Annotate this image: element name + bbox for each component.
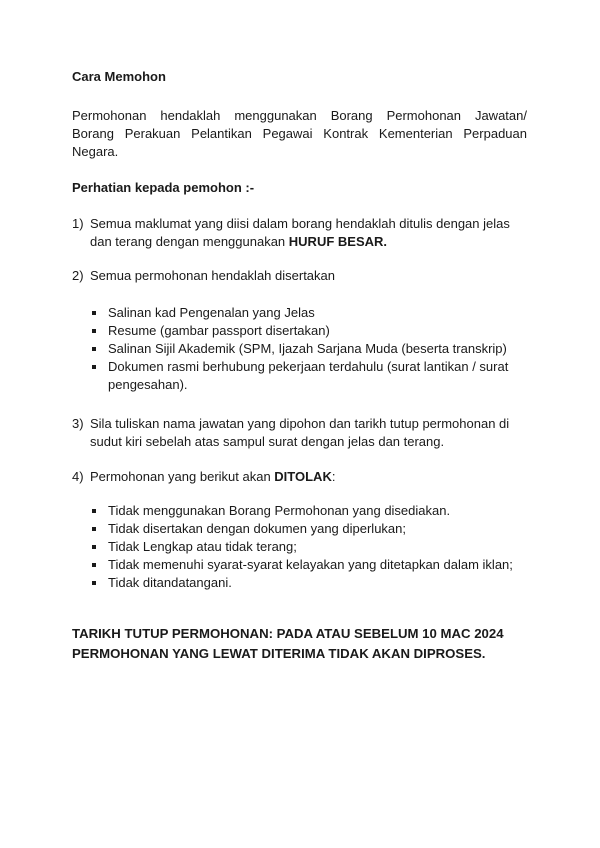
list-item-text: Dokumen rasmi berhubung pekerjaan terdahulu (surat lantikan / surat pengesahan). [108,359,509,392]
bullet-icon [92,329,96,333]
item-2 [72,267,527,285]
list-item-text: Tidak menggunakan Borang Permohonan yang disediakan. [108,503,451,518]
list-item [90,538,527,556]
bullet-icon [92,545,96,549]
bullet-icon [92,347,96,351]
intro-paragraph: Permohonan hendaklah menggunakan Borang Permohonan Jawatan/ Borang Perakuan Pelantikan Pegawai Kontrak Kementerian Perpaduan Negara. [72,108,527,159]
list-item-text: Tidak memenuhi syarat-syarat kelayakan yang ditetapkan dalam iklan; [108,557,513,572]
item-text: Sila tuliskan nama jawatan yang dipohon dan tarikh tutup permohonan di sudut kiri sebelah atas sampul surat dengan jelas dan terang. [90,416,510,449]
list-item [90,358,527,394]
list-item [90,322,527,340]
bullet-icon [92,527,96,531]
item-number: 2) [72,268,84,283]
item-bold-text: DITOLAK [274,469,332,484]
list-item [90,502,527,520]
list-item-text: Salinan kad Pengenalan yang Jelas [108,305,315,320]
list-item [90,340,527,358]
section-title: Cara Memohon [72,69,166,84]
item-number: 4) [72,469,84,484]
item-text: Semua permohonan hendaklah disertakan [90,268,336,283]
item-4 [72,468,527,486]
bullet-icon [92,563,96,567]
item-bold-text: HURUF BESAR. [288,234,388,249]
list-item [90,304,527,322]
item-text-after: : [331,469,336,484]
bullet-icon [92,365,96,369]
item-number: 3) [72,416,84,431]
item-number: 1) [72,216,84,231]
list-item-text: Tidak disertakan dengan dokumen yang diperlukan; [108,521,406,536]
closing-line: PERMOHONAN YANG LEWAT DITERIMA TIDAK AKAN DIPROSES. [72,646,486,661]
item-text: Semua maklumat yang diisi dalam borang hendaklah ditulis dengan jelas dan terang dengan menggunakan [90,216,510,249]
list-item [90,520,527,538]
item-text: Permohonan yang berikut akan [90,469,275,484]
list-item-text: Salinan Sijil Akademik (SPM, Ijazah Sarjana Muda (beserta transkrip) [108,341,507,356]
list-item [90,574,527,592]
list-item-text: Tidak Lengkap atau tidak terang; [108,539,297,554]
bullet-icon [92,581,96,585]
attention-heading: Perhatian kepada pemohon :- [72,180,255,195]
documents-list [90,304,527,394]
item-3 [72,415,527,451]
item-1 [72,215,527,251]
bullet-icon [92,509,96,513]
closing-date-notice [72,624,532,664]
rejections-list [90,502,527,592]
bullet-icon [92,311,96,315]
list-item [90,556,527,574]
list-item-text: Resume (gambar passport disertakan) [108,323,330,338]
closing-line: TARIKH TUTUP PERMOHONAN: PADA ATAU SEBELUM 10 MAC 2024 [72,626,504,641]
list-item-text: Tidak ditandatangani. [108,575,232,590]
